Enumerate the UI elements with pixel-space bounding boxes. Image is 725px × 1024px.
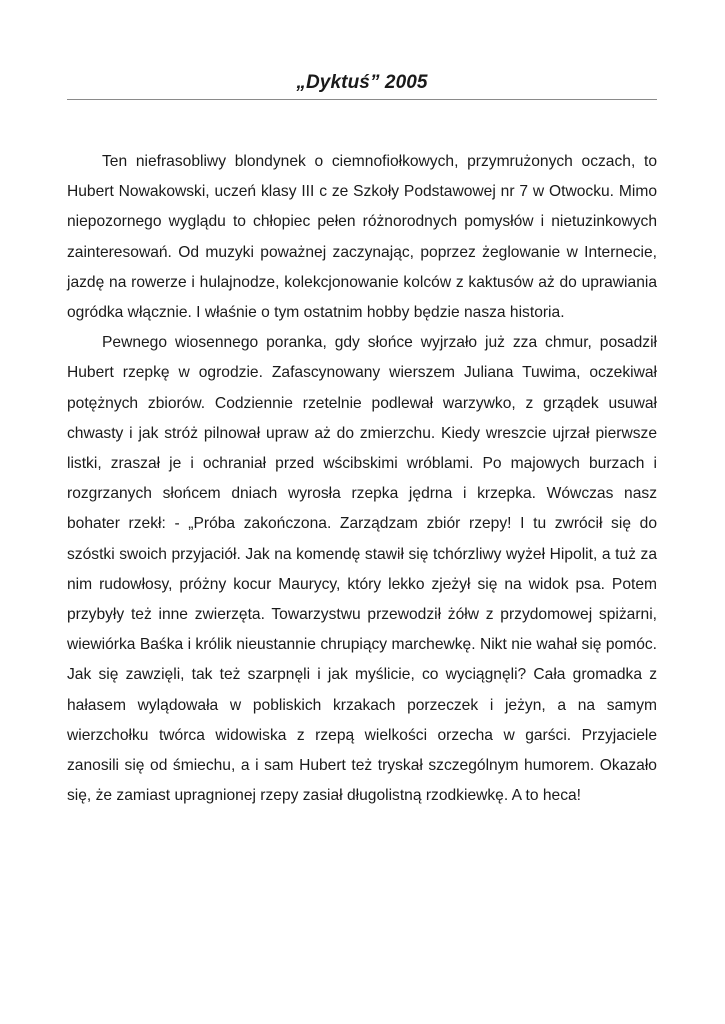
document-body: [67, 147, 657, 811]
paragraph-1: Ten niefrasobliwy blondynek o ciemnofiołkowych, przymrużonych oczach, to Hubert Nowakowski, uczeń klasy III c ze Szkoły Podstawowej nr 7 w Otwocku. Mimo niepozornego wyglądu to chłopiec pełen różnorodnych pomysłów i nietuzinkowych zainteresowań. Od muzyki poważnej zaczynając, poprzez żeglowanie w Internecie, jazdę na rowerze i hulajnodze, kolekcjonowanie kolców z kaktusów aż do uprawiania ogródka włącznie. I właśnie o tym ostatnim hobby będzie nasza historia.: [67, 153, 657, 322]
paragraph-2: Pewnego wiosennego poranka, gdy słońce wyjrzało już zza chmur, posadził Hubert rzepkę w ogrodzie. Zafascynowany wierszem Juliana Tuwima, oczekiwał potężnych zbiorów. Codziennie rzetelnie podlewał warzywko, z grządek usuwał chwasty i jak stróż pilnował upraw aż do zmierzchu. Kiedy wreszcie ujrzał pierwsze listki, zraszał je i ochraniał przed wścibskimi wróblami. Po majowych burzach i rozgrzanych słońcem dniach wyrosła rzepka jędrna i krzepka. Wówczas nasz bohater rzekł: - „Próba zakończona. Zarządzam zbiór rzepy! I tu zwrócił się do szóstki swoich przyjaciół. Jak na komendę stawił się tchórzliwy wyżeł Hipolit, a tuż za nim rudowłosy, próżny kocur Maurycy, który lekko zjeżył się na widok psa. Potem przybyły też inne zwierzęta. Towarzystwu przewodził żółw z przydomowej spiżarni, wiewiórka Baśka i królik nieustannie chrupiący marchewkę. Nikt nie wahał się pomóc. Jak się zawzięli, tak też szarpnęli i jak myślicie, co wyciągnęli? Cała gromadka z hałasem wylądowała w pobliskich krzakach porzeczek i jeżyn, a na samym wierzchołku twórca widowiska z rzepą wielkości orzecha w garści. Przyjaciele zanosili się od śmiechu, a i sam Hubert też tryskał szczególnym humorem. Okazało się, że zamiast upragnionej rzepy zasiał długolistną rzodkiewkę. A to heca!: [67, 334, 657, 805]
title-underline-divider: [67, 99, 657, 100]
document-title: „Dyktuś” 2005: [296, 72, 428, 93]
